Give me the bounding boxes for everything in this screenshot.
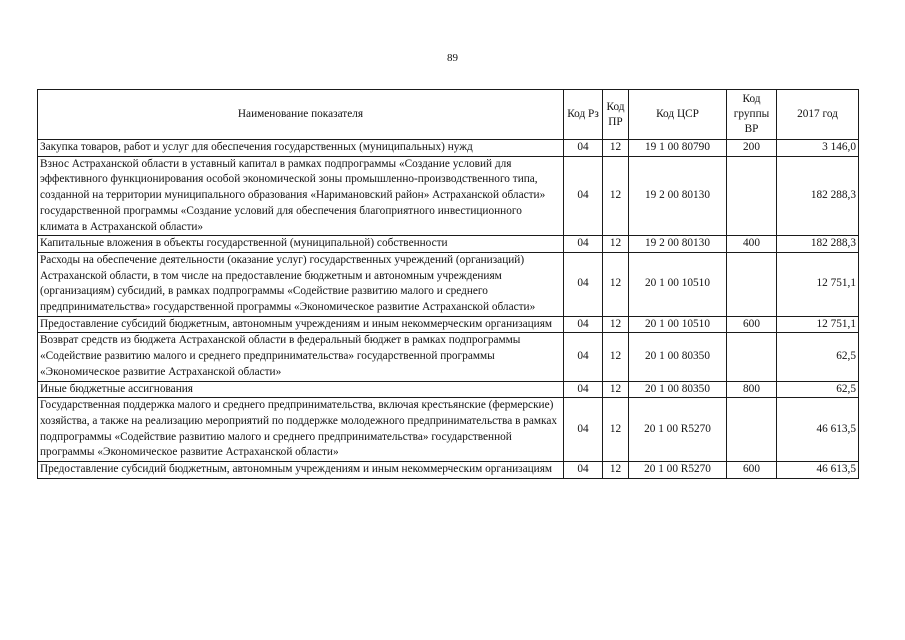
row-vr [727,252,777,316]
header-pr: Код ПР [603,90,629,140]
row-pr: 12 [603,316,629,333]
row-rz: 04 [564,333,603,381]
row-csr: 19 2 00 80130 [629,156,727,236]
row-name: Предоставление субсидий бюджетным, автономным учреждениям и иным некоммерческим организациям [38,316,564,333]
row-rz: 04 [564,236,603,253]
row-pr: 12 [603,398,629,462]
row-csr: 20 1 00 80350 [629,333,727,381]
row-csr: 19 1 00 80790 [629,140,727,157]
row-amount: 62,5 [777,333,859,381]
row-name: Расходы на обеспечение деятельности (оказание услуг) государственных учреждений (организаций) Астраханской области, в том числе на предоставление бюджетным и автономным учреждениям (организациям) субсидий, в рамках подпрограммы «Содействие развитию малого и среднего предпринимательства» государственной программы «Экономическое развитие Астраханской области» [38,252,564,316]
table-row [38,140,859,157]
row-name: Иные бюджетные ассигнования [38,381,564,398]
row-name: Предоставление субсидий бюджетным, автономным учреждениям и иным некоммерческим организациям [38,462,564,479]
table-header-row [38,90,859,140]
row-amount: 3 146,0 [777,140,859,157]
header-rz: Код Рз [564,90,603,140]
row-csr: 20 1 00 10510 [629,316,727,333]
row-vr [727,398,777,462]
row-pr: 12 [603,381,629,398]
row-csr: 20 1 00 80350 [629,381,727,398]
row-rz: 04 [564,462,603,479]
row-rz: 04 [564,381,603,398]
header-csr: Код ЦСР [629,90,727,140]
header-vr: Код группы ВР [727,90,777,140]
row-name: Взнос Астраханской области в уставный капитал в рамках подпрограммы «Создание условий для эффективного функционирования особой экономической зоны промышленно-производственного типа, созданной на территории муниципального образования «Наримановский район» Астраханской области» государственной программы «Создание условий для обеспечения благоприятного инвестиционного климата в Астраханской области» [38,156,564,236]
table-row [38,316,859,333]
row-vr: 400 [727,236,777,253]
row-vr [727,156,777,236]
table-row [38,398,859,462]
row-vr: 600 [727,316,777,333]
row-name: Закупка товаров, работ и услуг для обеспечения государственных (муниципальных) нужд [38,140,564,157]
budget-table [37,89,859,479]
row-csr: 20 1 00 R5270 [629,462,727,479]
row-csr: 20 1 00 10510 [629,252,727,316]
row-csr: 19 2 00 80130 [629,236,727,253]
table-row [38,381,859,398]
header-name: Наименование показателя [38,90,564,140]
row-vr: 200 [727,140,777,157]
row-amount: 12 751,1 [777,252,859,316]
table-row [38,156,859,236]
row-pr: 12 [603,252,629,316]
row-amount: 182 288,3 [777,156,859,236]
row-name: Государственная поддержка малого и среднего предпринимательства, включая крестьянские (фермерские) хозяйства, а также на реализацию мероприятий по поддержке молодежного предпринимательства в рамках подпрограммы «Содействие развитию малого и среднего предпринимательства» государственной программы «Экономическое развитие Астраханской области» [38,398,564,462]
table-row [38,462,859,479]
row-rz: 04 [564,398,603,462]
row-amount: 182 288,3 [777,236,859,253]
row-rz: 04 [564,252,603,316]
row-vr: 800 [727,381,777,398]
row-vr: 600 [727,462,777,479]
row-amount: 12 751,1 [777,316,859,333]
row-pr: 12 [603,140,629,157]
row-name: Капитальные вложения в объекты государственной (муниципальной) собственности [38,236,564,253]
row-amount: 46 613,5 [777,398,859,462]
table-row [38,333,859,381]
row-rz: 04 [564,316,603,333]
table-row [38,236,859,253]
row-pr: 12 [603,333,629,381]
row-pr: 12 [603,236,629,253]
row-pr: 12 [603,462,629,479]
row-csr: 20 1 00 R5270 [629,398,727,462]
header-year: 2017 год [777,90,859,140]
row-amount: 46 613,5 [777,462,859,479]
row-pr: 12 [603,156,629,236]
row-name: Возврат средств из бюджета Астраханской области в федеральный бюджет в рамках подпрограммы «Содействие развитию малого и среднего предпринимательства» государственной программы «Экономическое развитие Астраханской области» [38,333,564,381]
table-row [38,252,859,316]
row-amount: 62,5 [777,381,859,398]
row-rz: 04 [564,140,603,157]
page-number: 89 [447,52,458,64]
row-vr [727,333,777,381]
row-rz: 04 [564,156,603,236]
